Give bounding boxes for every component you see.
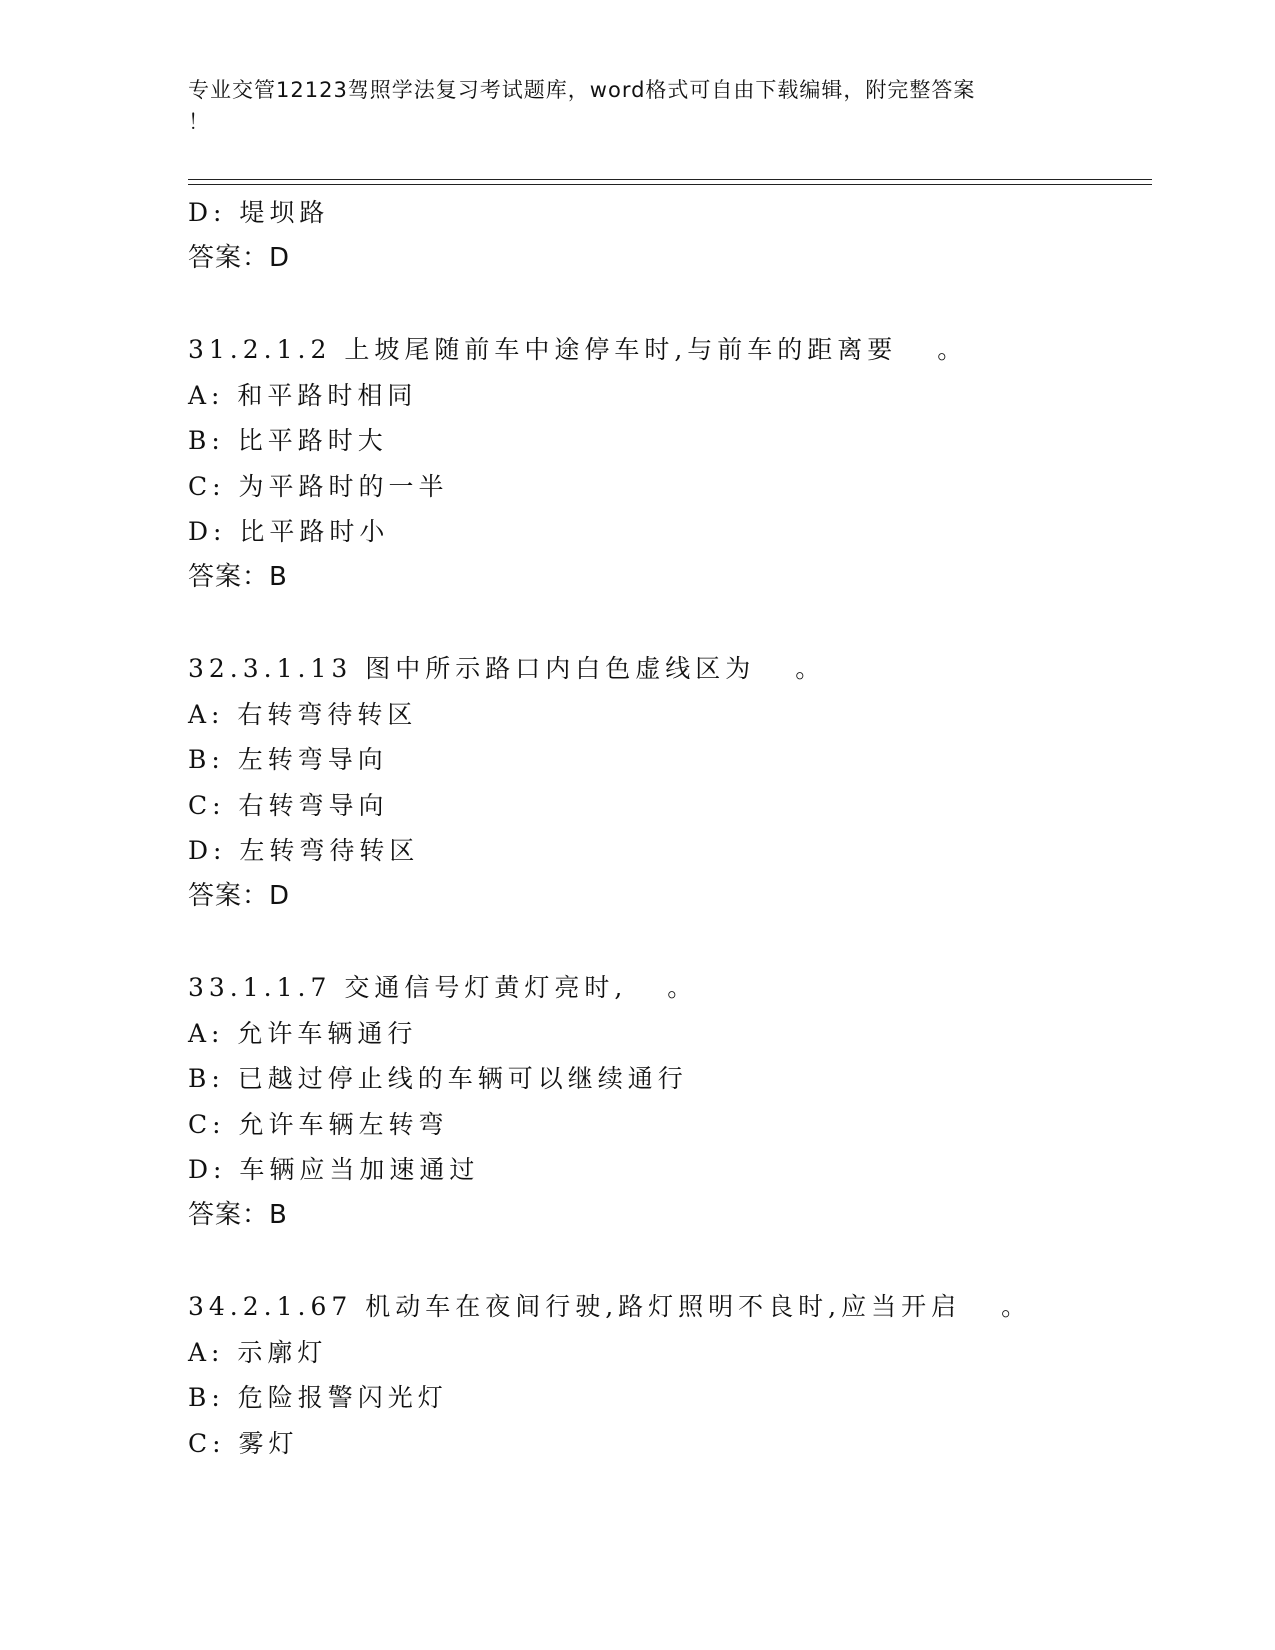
header-rule-bottom: [188, 184, 1152, 185]
answer-line: 答案：B: [188, 561, 288, 592]
question-stem: [188, 646, 1148, 692]
question-list: [188, 190, 1148, 1466]
question-stem-text: 34.2.1.67 机动车在夜间行驶,路灯照明不良时,应当开启: [188, 1292, 962, 1321]
question-stem-end: 。: [795, 654, 826, 683]
question-33: [188, 965, 1148, 1238]
option-c: C: 雾灯: [188, 1428, 299, 1458]
option-d: D: 比平路时小: [188, 517, 390, 546]
header-title-continuation: ！: [188, 110, 210, 134]
question-stem: [188, 327, 1148, 373]
option-c: C: 允许车辆左转弯: [188, 1109, 449, 1139]
question-stem-text: 33.1.1.7 交通信号灯黄灯亮时,: [188, 973, 628, 1002]
answer-line: 答案：D: [188, 242, 291, 273]
spacer: [188, 281, 1148, 327]
question-stem-end: 。: [1001, 1292, 1032, 1321]
answer-line: 答案：B: [188, 1199, 288, 1230]
option-d: D: 左转弯待转区: [188, 836, 420, 865]
option-a: A: 右转弯待转区: [188, 699, 418, 729]
option-c: C: 为平路时的一半: [188, 471, 449, 501]
question-stem-end: 。: [667, 973, 698, 1002]
question-stem: [188, 1284, 1148, 1330]
answer-line: 答案：D: [188, 880, 291, 911]
option-b: B: 已越过停止线的车辆可以继续通行: [188, 1064, 688, 1093]
question-32: [188, 646, 1148, 919]
question-34: [188, 1284, 1148, 1466]
header-title: 专业交管12123驾照学法复习考试题库，word格式可自由下载编辑，附完整答案: [188, 78, 976, 102]
option-a: A: 和平路时相同: [188, 380, 418, 410]
header-rule-top: [188, 179, 1152, 180]
option-b: B: 左转弯导向: [188, 745, 388, 774]
question-stem: [188, 965, 1148, 1011]
question-stem-end: 。: [937, 335, 968, 364]
option-c: C: 右转弯导向: [188, 790, 389, 820]
option-d: D: 堤坝路: [188, 198, 330, 227]
option-b: B: 危险报警闪光灯: [188, 1383, 448, 1412]
option-b: B: 比平路时大: [188, 426, 388, 455]
question-31: [188, 327, 1148, 600]
spacer: [188, 1238, 1148, 1284]
question-stem-text: 31.2.1.2 上坡尾随前车中途停车时,与前车的距离要: [188, 335, 898, 364]
page-header: [188, 74, 1068, 138]
option-d: D: 车辆应当加速通过: [188, 1155, 480, 1184]
option-a: A: 示廓灯: [188, 1337, 328, 1367]
option-a: A: 允许车辆通行: [188, 1018, 418, 1048]
question-stem-text: 32.3.1.13 图中所示路口内白色虚线区为: [188, 654, 756, 683]
spacer: [188, 600, 1148, 646]
spacer: [188, 919, 1148, 965]
